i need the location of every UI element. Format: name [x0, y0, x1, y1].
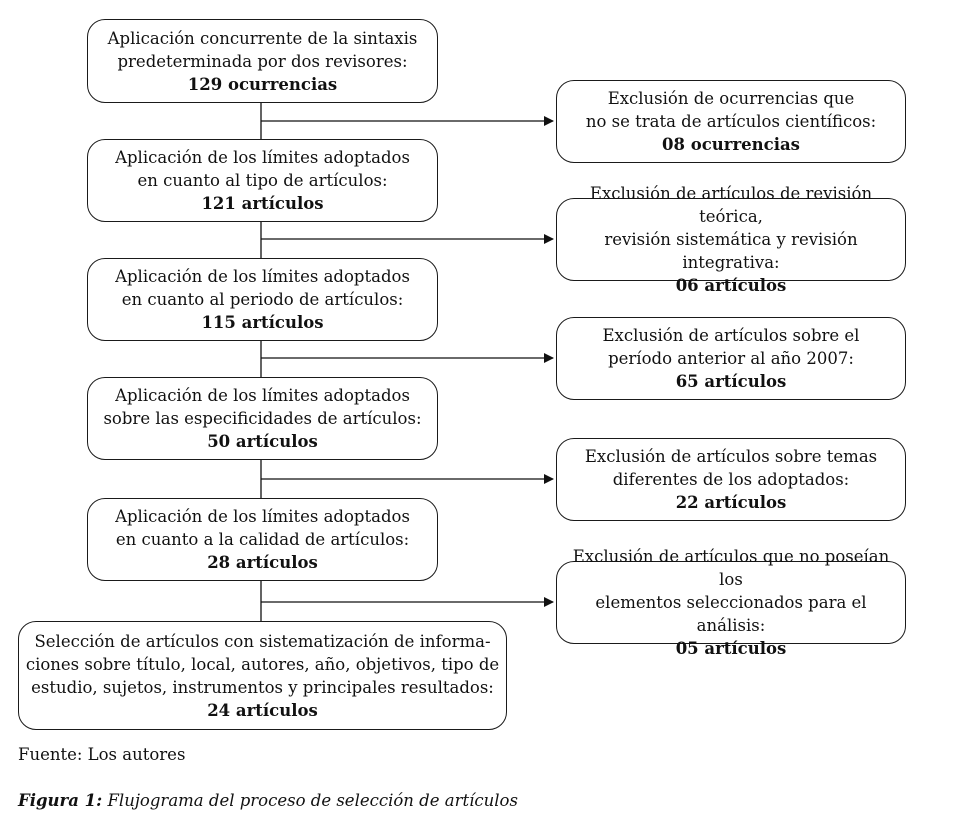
step-count: 129 ocurrencias: [187, 74, 338, 94]
final-text-line: estudio, sujetos, instrumentos y principales resultados:: [31, 677, 494, 697]
exclusion-text-line: Exclusión de artículos sobre el: [602, 326, 860, 345]
final-text-line: ciones sobre título, local, autores, año, objetivos, tipo de: [25, 654, 500, 674]
step-text-line: predeterminada por dos revisores:: [117, 51, 408, 71]
exclusion-text-line: período anterior al año 2007:: [608, 349, 854, 368]
step-count: 50 artículos: [207, 432, 318, 451]
step-text-line: Aplicación de los límites adoptados: [115, 267, 410, 286]
step-text-line: sobre las especificidades de artículos:: [103, 409, 422, 428]
final-selection-box: [18, 621, 507, 730]
step-text-line: Aplicación de los límites adoptados: [115, 386, 410, 405]
exclusion-box-1: [556, 80, 906, 163]
exclusion-count: 05 artículos: [675, 639, 787, 658]
exclusion-count: 08 ocurrencias: [662, 135, 800, 154]
exclusion-text-line: Exclusión de artículos de revisión teórica,: [589, 184, 873, 226]
exclusion-box-4: [556, 438, 906, 521]
exclusion-count: 06 artículos: [675, 276, 787, 295]
step-box-4: [87, 377, 438, 460]
step-text-line: Aplicación de los límites adoptados: [115, 148, 410, 167]
step-box-1: [87, 19, 438, 103]
exclusion-box-5: [556, 547, 906, 658]
step-count: 28 artículos: [207, 553, 318, 572]
exclusion-text-line: diferentes de los adoptados:: [612, 470, 850, 489]
step-count: 115 artículos: [201, 313, 324, 332]
exclusion-text-line: no se trata de artículos científicos:: [585, 112, 877, 131]
step-text-line: Aplicación concurrente de la sintaxis: [107, 28, 418, 48]
exclusion-count: 22 artículos: [675, 493, 787, 512]
exclusion-count: 65 artículos: [675, 372, 787, 391]
exclusion-text-line: elementos seleccionados para el análisis:: [595, 593, 867, 635]
figure-label: Figura 1:: [18, 791, 103, 810]
final-count: 24 artículos: [207, 700, 318, 720]
source-note: Fuente: Los autores: [18, 745, 186, 764]
exclusion-text-line: Exclusión de ocurrencias que: [607, 89, 855, 108]
exclusion-text-line: revisión sistemática y revisión integrativa:: [604, 230, 858, 272]
figure-caption-text: Flujograma del proceso de selección de artículos: [102, 791, 518, 810]
step-box-3: [87, 258, 438, 341]
step-text-line: en cuanto al periodo de artículos:: [121, 290, 404, 309]
step-count: 121 artículos: [201, 194, 324, 213]
exclusion-box-2: [556, 184, 906, 295]
exclusion-text-line: Exclusión de artículos sobre temas: [584, 447, 878, 466]
step-text-line: en cuanto a la calidad de artículos:: [115, 530, 410, 549]
step-text-line: Aplicación de los límites adoptados: [115, 507, 410, 526]
final-text-line: Selección de artículos con sistematización de informa-: [34, 631, 491, 651]
figure-caption: [18, 791, 518, 810]
exclusion-box-3: [556, 317, 906, 400]
step-text-line: en cuanto al tipo de artículos:: [137, 171, 388, 190]
exclusion-text-line: Exclusión de artículos que no poseían los: [572, 547, 890, 589]
step-box-2: [87, 139, 438, 222]
step-box-5: [87, 498, 438, 581]
